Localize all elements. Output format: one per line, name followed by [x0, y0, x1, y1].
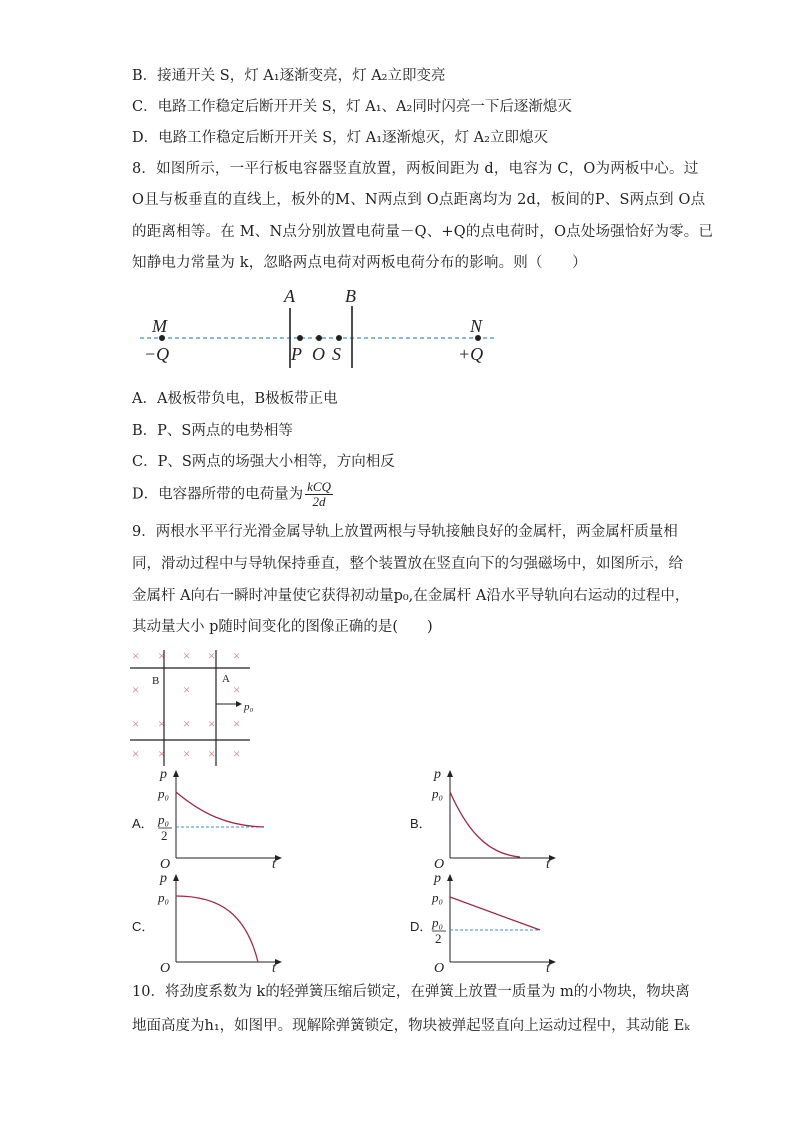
q8-option-c: C．P、S两点的场强大小相等，方向相反 [132, 454, 395, 470]
q8-option-d-text: D．电容器所带的电荷量为 [132, 486, 304, 503]
origin-label: O [160, 961, 171, 972]
x-axis-label: t [546, 961, 550, 972]
q10-stem-line-1: 10．将劲度系数为 k的轻弹簧压缩后锁定，在弹簧上放置一质量为 m的小物块，物块离 [132, 984, 690, 1000]
y-axis-label: p [160, 767, 167, 782]
q9-stem-line-3: 金属杆 A向右一瞬时冲量使它获得初动量p₀,在金属杆 A沿水平导轨向右运动的过程中， [132, 588, 690, 604]
charge-m: −Q [144, 344, 170, 364]
graph-b-label: B． [410, 816, 432, 831]
field-cross: × [183, 682, 191, 697]
charge-n: +Q [458, 344, 484, 364]
field-cross: × [233, 682, 241, 697]
half-p0-denominator: 2 [435, 931, 442, 946]
fraction-numerator: kCQ [307, 479, 331, 494]
origin-label: O [434, 857, 445, 868]
label-s: S [332, 344, 341, 364]
field-cross: × [158, 746, 166, 761]
momentum-curve [176, 896, 258, 962]
q7-option-b: B．接通开关 S，灯 A₁逐渐变亮，灯 A₂立即变亮 [132, 68, 446, 84]
half-p0-numerator: p₀ [158, 812, 170, 827]
field-cross: × [132, 648, 140, 663]
origin-label: O [434, 961, 445, 972]
graph-a-label: A． [132, 816, 154, 831]
field-cross: × [233, 716, 241, 731]
label-a: A [284, 286, 295, 306]
graph-a [150, 766, 290, 868]
field-cross: × [132, 746, 140, 761]
field-cross: × [158, 716, 166, 731]
q8-stem-line-3: 的距离相等。在 M、N点分别放置电荷量－Q、+Q的点电荷时，O点处场强恰好为零。已 [132, 224, 714, 240]
q9-stem-line-1: 9．两根水平平行光滑金属导轨上放置两根与导轨接触良好的金属杆，两金属杆质量相 [132, 524, 678, 540]
y-axis-arrow [447, 770, 453, 777]
p0-label: p₀ [432, 890, 444, 905]
field-cross: × [183, 648, 191, 663]
field-cross: × [183, 746, 191, 761]
label-o: O [312, 344, 325, 364]
point-s [336, 335, 342, 341]
arrow-label: p₀ [244, 701, 254, 713]
p0-label: p₀ [158, 786, 170, 801]
q7-option-c: C．电路工作稳定后断开开关 S，灯 A₁、A₂同时闪亮一下后逐渐熄灭 [132, 99, 572, 115]
label-m: M [152, 316, 167, 336]
q8-option-b: B．P、S两点的电势相等 [132, 423, 293, 439]
half-p0-numerator: p₀ [432, 915, 444, 930]
y-axis-label: p [434, 871, 441, 886]
label-p: P [291, 344, 302, 364]
graph-c-label: C． [132, 919, 155, 934]
p0-label: p₀ [158, 890, 170, 905]
label-b: B [345, 286, 356, 306]
field-cross: × [208, 746, 216, 761]
field-cross: × [132, 716, 140, 731]
x-axis-label: t [272, 961, 276, 972]
x-axis-label: t [272, 857, 276, 868]
q9-stem-line-4: 其动量大小 p随时间变化的图像正确的是( ) [132, 619, 433, 635]
momentum-curve [176, 792, 264, 827]
x-axis-arrow [275, 959, 282, 965]
x-axis-label: t [546, 857, 550, 868]
x-axis-arrow [549, 959, 556, 965]
rod-a-label: A [222, 673, 230, 685]
q9-stem-line-2: 同，滑动过程中与导轨保持垂直，整个装置放在竖直向下的匀强磁场中，如图所示，给 [132, 556, 683, 572]
q8-option-d-fraction [305, 480, 333, 509]
q8-option-a: A．A极板带负电，B极板带正电 [132, 391, 338, 407]
y-axis-arrow [447, 874, 453, 881]
q8-stem-line-4: 知静电力常量为 k，忽略两点电荷对两板电荷分布的影响。则（ ） [132, 255, 587, 271]
field-cross: × [233, 648, 241, 663]
y-axis-label: p [160, 871, 167, 886]
q8-stem-line-1: 8．如图所示，一平行板电容器竖直放置，两板间距为 d，电容为 C，O为两板中心。过 [132, 161, 699, 177]
half-p0-denominator: 2 [161, 828, 168, 843]
momentum-curve [450, 792, 520, 857]
q8-option-d [132, 480, 333, 509]
field-cross: × [132, 682, 140, 697]
momentum-line [450, 897, 540, 930]
arrow-head [236, 701, 242, 707]
field-cross: × [208, 716, 216, 731]
origin-label: O [160, 857, 171, 868]
p0-label: p₀ [432, 786, 444, 801]
x-axis-arrow [275, 855, 282, 861]
graph-d [424, 870, 564, 972]
label-n: N [470, 316, 483, 336]
q7-option-d: D．电路工作稳定后断开开关 S，灯 A₁逐渐熄灭，灯 A₂立即熄灭 [132, 130, 548, 146]
field-cross: × [183, 716, 191, 731]
q8-stem-line-2: O且与板垂直的直线上，板外的M、N两点到 O点距离均为 2d，板间的P、S两点到 O点 [132, 192, 706, 208]
field-cross: × [233, 746, 241, 761]
point-p [297, 335, 303, 341]
graph-d-label: D． [410, 919, 433, 934]
graph-b [424, 766, 564, 868]
q8-capacitor-figure [130, 282, 510, 370]
point-o [316, 335, 322, 341]
q10-stem-line-2: 地面高度为h₁，如图甲。现解除弹簧锁定，物块被弹起竖直向上运动过程中，其动能 Eₖ [132, 1018, 690, 1034]
q9-rail-figure [126, 646, 256, 768]
x-axis-arrow [549, 855, 556, 861]
field-cross: × [158, 648, 166, 663]
y-axis-arrow [173, 770, 179, 777]
rod-b-label: B [152, 675, 160, 687]
y-axis-label: p [434, 767, 441, 782]
fraction-denominator: 2d [312, 494, 326, 509]
y-axis-arrow [173, 874, 179, 881]
graph-c [150, 870, 290, 972]
field-cross: × [208, 648, 216, 663]
